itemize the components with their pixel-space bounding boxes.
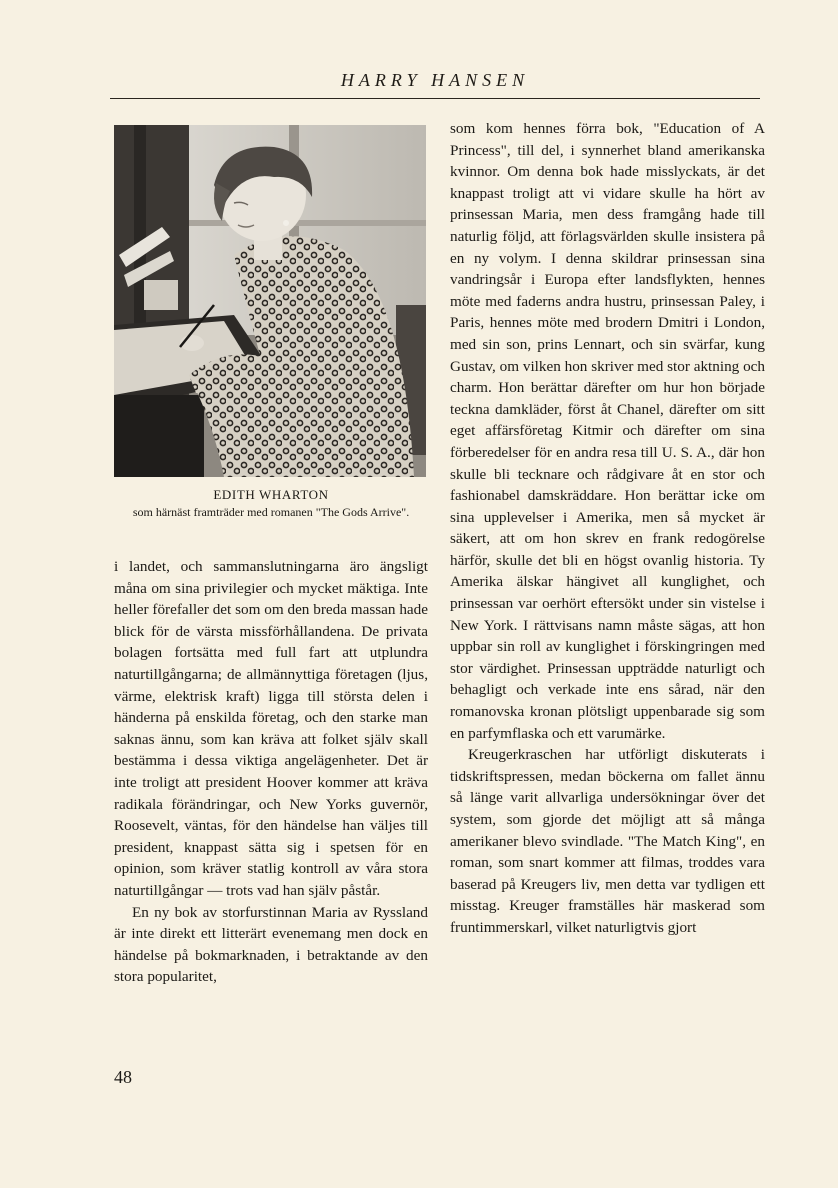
left-column xyxy=(114,556,428,988)
figure-caption-text: som härnäst framträder med romanen "The Gods Arrive". xyxy=(132,505,410,519)
header-rule xyxy=(110,98,760,99)
page-number: 48 xyxy=(114,1067,132,1087)
right-paragraph-2: Kreugerkraschen har utförligt diskuterats i tidskriftspressen, medan böckerna om fallet ännu så länge varit allvarliga undersökningar över det system, som gjorde det möjligt att så många amerikaner blevo svindlade. "The Match King", en roman, som snart kommer att filmas, troddes vara baserad på Kreugers liv, men detta var tydligen ett misstag. Kreuger framställes här maskerad som fruntimmerskarl, vilket naturligtvis gjort xyxy=(450,746,765,936)
portrait-photo-illustration xyxy=(114,125,426,477)
left-paragraph-1: i landet, och sammanslutningarna äro ängsligt måna om sina privilegier och mycket mäktiga. Inte heller förefaller det som om den breda massan hade blick för de värsta missförhållandena. De privata bolagen fortsätta med full fart att utplundra naturtillgångarna; de allmännyttiga företagen (ljus, värme, elektrisk kraft) ligga till största delen i händerna på enskilda företag, och den starke man saknas ännu, som kan kräva att folket själv skall bestämma i dessa viktiga angelägenheter. Det är inte troligt att president Hoover kommer att kräva radikala förändringar, och New Yorks guvernör, Roosevelt, väntas, för den händelse han väljes till president, knappast sätta sig i spetsen för en opinion, som kräver statlig kontroll av våra stora naturtillgångar — trots vad han själv påstår. xyxy=(114,558,428,899)
left-paragraph-2: En ny bok av storfurstinnan Maria av Ryssland är inte direkt ett litterärt evenemang men dock en händelse på bokmarknaden, i betraktande av den stora popularitet, xyxy=(114,903,428,986)
figure-caption-name: EDITH WHARTON xyxy=(213,487,329,502)
portrait-photo xyxy=(114,125,426,477)
right-column xyxy=(450,118,765,939)
running-head: HARRY HANSEN xyxy=(340,70,530,90)
right-paragraph-1: som kom hennes förra bok, "Education of A Princess", till del, i synnerhet bland amerikanska kvinnor. Om denna bok hade misslyckats, är det knappast troligt att vi vidare skulle ha hört av prinsessan Maria, men dess framgång hade till naturlig följd, att förlagsvärlden skulle insistera på en ny volym. I denna skildrar prinsessan sina vandringsår i Europa efter landsflykten, hennes möte med faderns andra hustru, prinsessan Paley, i Paris, hennes möte med brodern Dmitri i London, med sin son, prins Lennart, och sin svärfar, kung Gustav, om vilken hon skriver med stor aktning och charm. Hon berättar därefter om hur hon började teckna damkläder, först åt Chanel, därefter om sitt eget affärsföretag Kitmir och därefter om sina förberedelser för en andra resa till U. S. A., där hon skulle bli tecknare och rådgivare åt en stor och fashionabel damskräddare. Hon berättar icke om sina upplevelser i Amerika, men så mycket är säkert, att om hon skrev en frank redogörelse härför, skulle det bli en högst ovanlig historia. Ty Amerika älskar hängivet all kunglighet, och prinsessan var oerhört eftersökt under sin vistelse i New York. I rättvisans namn måste sägas, att hon uppbar sin roll av kunglighet i förskingringen med stor värdighet. Prinsessan uppträdde naturligt och behagligt och verkade inte ens sårad, när den romanovska kronan plötsligt uppenbarade sig som en parfymflaska och ett varumärke. xyxy=(450,120,765,742)
